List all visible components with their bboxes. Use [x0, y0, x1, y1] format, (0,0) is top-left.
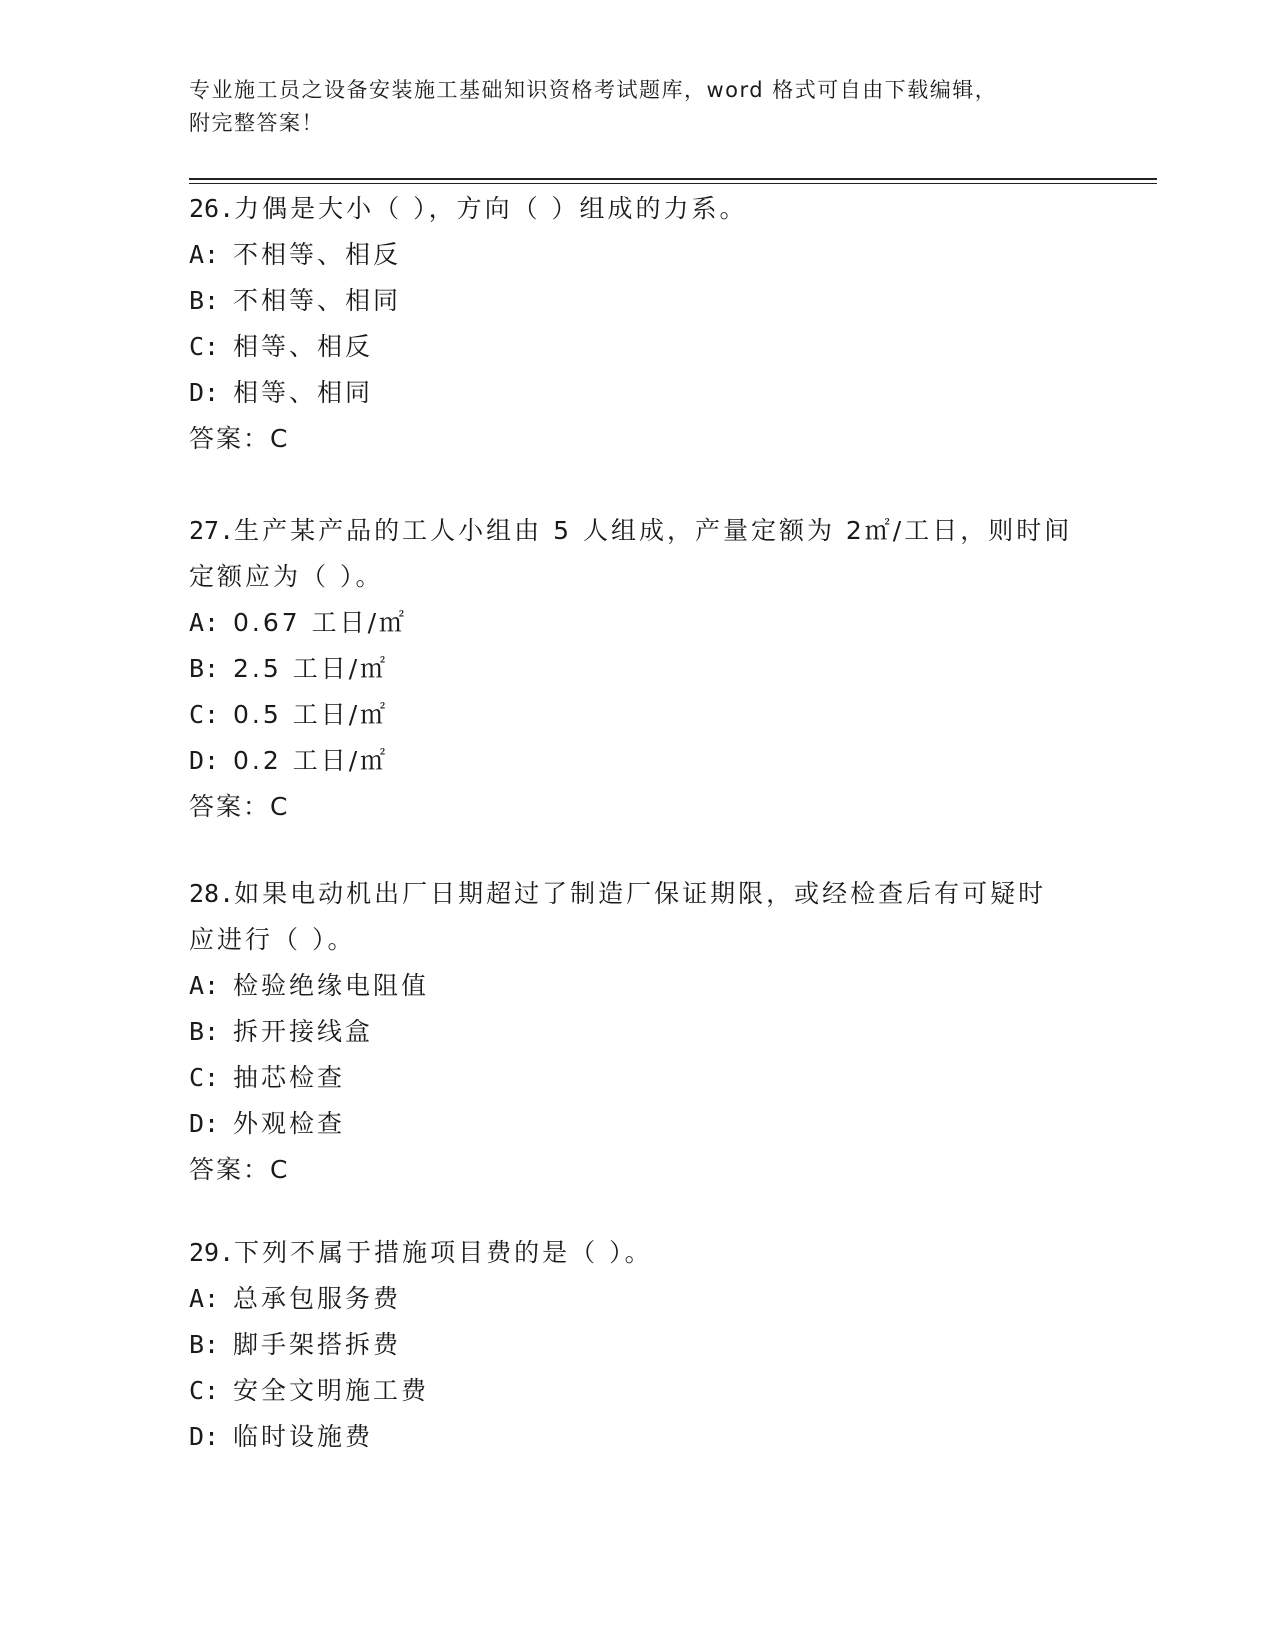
- question-stem-continued: 定额应为（ ）。: [189, 562, 384, 591]
- option-key: A:: [189, 240, 220, 269]
- option-text: 0.2 工日/㎡: [233, 746, 389, 775]
- option-b: [189, 1322, 1089, 1368]
- header-divider-thin: [189, 183, 1157, 184]
- option-text: 相等、相反: [233, 332, 374, 361]
- answer-label: 答案：: [189, 792, 271, 821]
- option-key: A:: [189, 971, 220, 1000]
- answer-line: [189, 1147, 1089, 1193]
- question-stem: [189, 871, 1089, 917]
- option-key: B:: [189, 1330, 220, 1359]
- option-text: 不相等、相反: [233, 240, 402, 269]
- question-text: 生产某产品的工人小组由 5 人组成，产量定额为 2㎡/工日，则时间: [234, 516, 1073, 545]
- answer-line: [189, 784, 1089, 830]
- option-key: D:: [189, 1422, 220, 1451]
- option-c: [189, 324, 1089, 370]
- option-text: 检验绝缘电阻值: [233, 971, 430, 1000]
- option-text: 2.5 工日/㎡: [233, 654, 389, 683]
- question-number: 28.: [189, 879, 235, 908]
- option-a: [189, 600, 1089, 646]
- header-line-2: 附完整答案！: [189, 111, 324, 135]
- answer-label: 答案：: [189, 1155, 271, 1184]
- option-text: 拆开接线盒: [233, 1017, 374, 1046]
- question-text: 力偶是大小（ ），方向（ ）组成的力系。: [234, 194, 748, 223]
- option-c: [189, 692, 1089, 738]
- question-number: 26.: [189, 194, 235, 223]
- option-a: [189, 1276, 1089, 1322]
- option-a: [189, 232, 1089, 278]
- option-text: 0.5 工日/㎡: [233, 700, 389, 729]
- question-29: [189, 1230, 1089, 1460]
- option-d: [189, 1101, 1089, 1147]
- answer-line: [189, 416, 1089, 462]
- question-text: 下列不属于措施项目费的是（ ）。: [234, 1238, 653, 1267]
- option-key: D:: [189, 1109, 220, 1138]
- option-text: 相等、相同: [233, 378, 374, 407]
- question-stem-continued: 应进行（ ）。: [189, 925, 356, 954]
- question-stem: [189, 508, 1089, 554]
- option-text: 临时设施费: [233, 1422, 374, 1451]
- option-d: [189, 1414, 1089, 1460]
- option-key: B:: [189, 1017, 220, 1046]
- option-key: A:: [189, 1284, 220, 1313]
- answer-value: C: [270, 1155, 290, 1184]
- question-26: [189, 186, 1089, 462]
- option-key: C:: [189, 700, 220, 729]
- option-text: 0.67 工日/㎡: [233, 608, 408, 637]
- option-text: 外观检查: [233, 1109, 346, 1138]
- option-key: C:: [189, 1376, 220, 1405]
- option-key: D:: [189, 378, 220, 407]
- option-key: A:: [189, 608, 220, 637]
- option-text: 安全文明施工费: [233, 1376, 430, 1405]
- question-stem: [189, 1230, 1089, 1276]
- question-number: 27.: [189, 516, 235, 545]
- question-text: 如果电动机出厂日期超过了制造厂保证期限，或经检查后有可疑时: [234, 879, 1047, 908]
- header-divider-thick: [189, 178, 1157, 180]
- option-text: 脚手架搭拆费: [233, 1330, 402, 1359]
- option-key: B:: [189, 286, 220, 315]
- option-key: D:: [189, 746, 220, 775]
- document-header: [189, 74, 1089, 140]
- option-d: [189, 370, 1089, 416]
- answer-value: C: [270, 792, 290, 821]
- answer-value: C: [270, 424, 290, 453]
- option-c: [189, 1055, 1089, 1101]
- option-b: [189, 278, 1089, 324]
- option-c: [189, 1368, 1089, 1414]
- option-text: 抽芯检查: [233, 1063, 346, 1092]
- option-b: [189, 646, 1089, 692]
- option-key: B:: [189, 654, 220, 683]
- option-text: 总承包服务费: [233, 1284, 402, 1313]
- option-d: [189, 738, 1089, 784]
- question-27: [189, 508, 1089, 830]
- answer-label: 答案：: [189, 424, 271, 453]
- question-stem: [189, 186, 1089, 232]
- question-28: [189, 871, 1089, 1193]
- header-line-1: 专业施工员之设备安装施工基础知识资格考试题库，word 格式可自由下载编辑，: [189, 78, 998, 102]
- question-number: 29.: [189, 1238, 235, 1267]
- option-text: 不相等、相同: [233, 286, 402, 315]
- option-a: [189, 963, 1089, 1009]
- option-key: C:: [189, 332, 220, 361]
- option-key: C:: [189, 1063, 220, 1092]
- option-b: [189, 1009, 1089, 1055]
